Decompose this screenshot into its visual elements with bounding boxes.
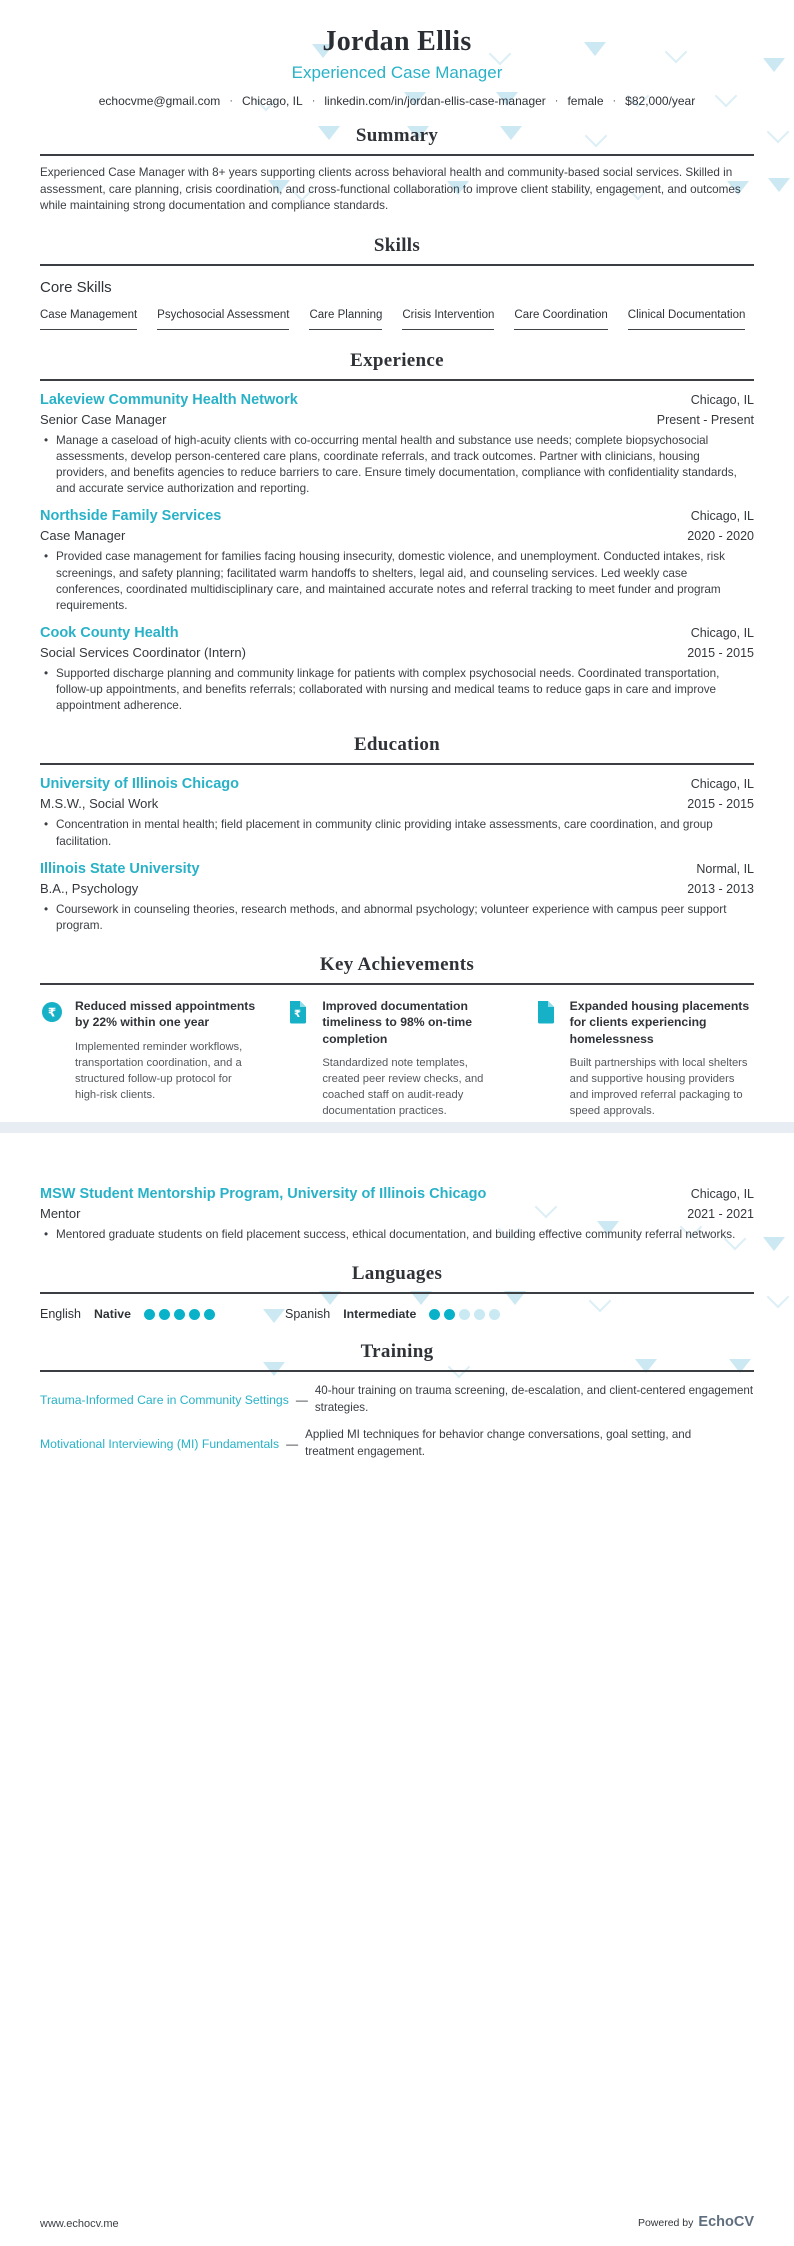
summary-text: Experienced Case Manager with 8+ years supporting clients across behavioral health and community-based social services. Skilled in assessment, care planning, crisis coordination, and cross-functional collaboration to improve client stability, engagement, and outcomes while maintaining strong documentation and compliance standards. [40, 166, 741, 213]
company-name: Northside Family Services [40, 508, 222, 525]
skill-item: Care Planning [309, 309, 382, 330]
experience-entry [40, 392, 754, 498]
section-rule [40, 154, 754, 156]
training-item [40, 1383, 754, 1416]
section-summary [40, 125, 754, 215]
achievement-card [535, 998, 754, 1120]
language-level: Intermediate [343, 1307, 417, 1322]
achievement-title: Improved documentation timeliness to 98% on-time completion [322, 998, 472, 1046]
experience-heading: Experience [350, 349, 444, 371]
experience-entry [40, 625, 754, 714]
skills-heading: Skills [373, 234, 421, 256]
file-icon [535, 998, 560, 1120]
language-level-dot [204, 1309, 215, 1320]
job-bullet: • Provided case management for families facing housing insecurity, domestic violence, and unemployment. Conducted intakes, risk screenings, and safety planning; facilitated warm handoffs to shelters, legal aid, and counseling services. Led weekly case conferences, coordinated multidisciplinary care, and maintained accurate notes and referral tracking to meet funder and program requirements. [40, 549, 754, 614]
education-entry [40, 776, 754, 849]
volunteering-entry [40, 1186, 754, 1243]
school-location: Chicago, IL [690, 777, 754, 792]
section-training [40, 1341, 754, 1460]
education-heading: Education [353, 734, 441, 756]
degree: B.A., Psychology [40, 880, 139, 896]
job-dates: 2020 - 2020 [687, 529, 754, 544]
job-dates: 2015 - 2015 [687, 645, 754, 660]
language-level-dot [174, 1309, 185, 1320]
section-rule [40, 379, 754, 381]
organization-location: Chicago, IL [690, 1187, 754, 1201]
education-dates: 2013 - 2013 [687, 881, 754, 896]
language-level-dots [429, 1309, 500, 1320]
contact-location: Chicago, IL [241, 94, 303, 108]
language-level-dot [459, 1309, 470, 1320]
education-bullet: • Concentration in mental health; field placement in community clinic providing intake assessments, care coordination, and group facilitation. [40, 817, 754, 849]
training-heading: Training [360, 1341, 434, 1363]
contact-email: echocvme@gmail.com [98, 94, 221, 108]
training-item [40, 1427, 754, 1460]
achievement-title: Expanded housing placements for clients experiencing homelessness [569, 998, 750, 1046]
language-name: English [40, 1307, 81, 1322]
company-location: Chicago, IL [690, 509, 754, 524]
job-dates: Present - Present [656, 412, 754, 427]
contact-separator: · [229, 95, 233, 107]
achievements-grid [40, 998, 754, 1120]
education-dates: 2015 - 2015 [687, 797, 754, 812]
language-level-dots [144, 1309, 215, 1320]
section-rule [40, 1370, 754, 1372]
contact-linkedin-link[interactable]: linkedin.com/in/jordan-ellis-case-manager [324, 94, 546, 108]
powered-by-label: Powered by [637, 2217, 694, 2229]
page-break [0, 1122, 794, 1133]
contact-line [40, 94, 754, 108]
echocv-brand-link[interactable]: EchoCV [698, 2214, 754, 2230]
training-name: Motivational Interviewing (MI) Fundamentals [40, 1436, 280, 1451]
achievement-card [287, 998, 506, 1120]
achievement-description: Built partnerships with local shelters and supportive housing providers and improved referral packaging to speed approvals. [569, 1057, 748, 1118]
language-level-dot [189, 1309, 200, 1320]
language-item [285, 1307, 500, 1321]
svg-text:₹: ₹ [294, 1008, 302, 1020]
school-name: University of Illinois Chicago [40, 776, 240, 793]
page-footer [0, 2214, 794, 2246]
section-experience [40, 350, 754, 715]
language-name: Spanish [285, 1307, 331, 1322]
organization-name: MSW Student Mentorship Program, University of Illinois Chicago [40, 1186, 487, 1202]
training-separator: — [286, 1436, 299, 1451]
skill-item: Clinical Documentation [628, 309, 746, 330]
skill-item: Psychosocial Assessment [157, 309, 289, 330]
section-education [40, 734, 754, 934]
section-rule [40, 1292, 754, 1294]
achievement-description: Standardized note templates, created peer review checks, and coached staff on audit-ready documentation practices. [322, 1057, 484, 1118]
job-bullet: • Manage a caseload of high-acuity clients with co-occurring mental health and substance use needs; complete biopsychosocial assessments, develop person-centered care plans, coordinate referrals, and track outcomes. Partner with clinicians, housing providers, and benefits agencies to reduce barriers to care. Ensure timely documentation, compliance with confidentiality standards, and accurate service authorization and reporting. [40, 433, 754, 498]
section-rule [40, 983, 754, 985]
school-name: Illinois State University [40, 860, 200, 877]
language-level-dot [489, 1309, 500, 1320]
education-entry [40, 861, 754, 934]
svg-text:₹: ₹ [47, 1005, 57, 1020]
summary-heading: Summary [355, 125, 439, 146]
education-bullet: • Coursework in counseling theories, research methods, and abnormal psychology; volunteer experience with campus peer support program. [40, 902, 754, 934]
contact-separator: · [311, 95, 316, 107]
candidate-name: Jordan Ellis [322, 26, 472, 57]
company-name: Cook County Health [40, 624, 179, 641]
language-level-dot [429, 1309, 440, 1320]
degree: M.S.W., Social Work [40, 796, 159, 812]
contact-separator: · [612, 95, 617, 107]
footer-site-link[interactable]: www.echocv.me [40, 2218, 119, 2230]
section-languages [40, 1263, 754, 1321]
file-invoice-icon [287, 998, 312, 1120]
training-separator: — [295, 1392, 308, 1407]
resume-page-2 [0, 1133, 794, 2246]
language-level-dot [444, 1309, 455, 1320]
skill-item: Crisis Intervention [402, 309, 494, 330]
languages-row [40, 1307, 754, 1321]
contact-separator: · [554, 95, 559, 107]
achievement-card [40, 998, 259, 1120]
job-role: Senior Case Manager [40, 411, 167, 427]
rupee-circle-icon [40, 998, 65, 1120]
resume-page-1 [0, 0, 794, 1122]
section-rule [40, 763, 754, 765]
language-level: Native [94, 1307, 131, 1322]
language-level-dot [159, 1309, 170, 1320]
volunteer-bullet: • Mentored graduate students on field placement success, ethical documentation, and building effective community referral networks. [40, 1227, 754, 1243]
company-name: Lakeview Community Health Network [40, 391, 298, 408]
languages-heading: Languages [351, 1263, 443, 1285]
experience-entry [40, 508, 754, 614]
volunteer-dates: 2021 - 2021 [687, 1207, 754, 1221]
powered-by [638, 2214, 754, 2230]
language-level-dot [144, 1309, 155, 1320]
language-level-dot [474, 1309, 485, 1320]
achievement-description: Implemented reminder workflows, transportation coordination, and a structured follow-up protocol for high-risk clients. [75, 1040, 243, 1101]
skill-item: Case Management [40, 309, 137, 330]
volunteer-role: Mentor [40, 1206, 81, 1221]
contact-gender: female [567, 94, 604, 108]
training-name: Trauma-Informed Care in Community Settings [40, 1392, 289, 1407]
company-location: Chicago, IL [690, 625, 754, 640]
job-role: Social Services Coordinator (Intern) [40, 644, 246, 660]
company-location: Chicago, IL [690, 392, 754, 407]
skills-group-label: Core Skills [40, 278, 112, 296]
section-skills [40, 235, 754, 330]
achievement-title: Reduced missed appointments by 22% within one year [75, 998, 256, 1030]
school-location: Normal, IL [696, 861, 754, 876]
job-role: Case Manager [40, 528, 126, 544]
section-key-achievements [40, 954, 754, 1120]
section-rule [40, 264, 754, 266]
resume-header [40, 0, 754, 108]
job-bullet: • Supported discharge planning and community linkage for patients with complex psychosocial needs. Coordinated transportation, follow-up appointments, and benefits referrals; collaborated with nursing and medical teams to reduce gaps in care and improve appointment adherence. [40, 666, 754, 714]
language-item [40, 1307, 285, 1321]
contact-salary: $82,000/year [625, 94, 696, 108]
skills-list [40, 309, 754, 330]
training-description: Applied MI techniques for behavior change conversations, goal setting, and treatment engagement. [305, 1428, 692, 1458]
candidate-job-title: Experienced Case Manager [291, 63, 503, 82]
skill-item: Care Coordination [514, 309, 607, 330]
training-description: 40-hour training on trauma screening, de-escalation, and client-centered engagement strategies. [314, 1384, 754, 1414]
achievements-heading: Key Achievements [319, 953, 475, 975]
